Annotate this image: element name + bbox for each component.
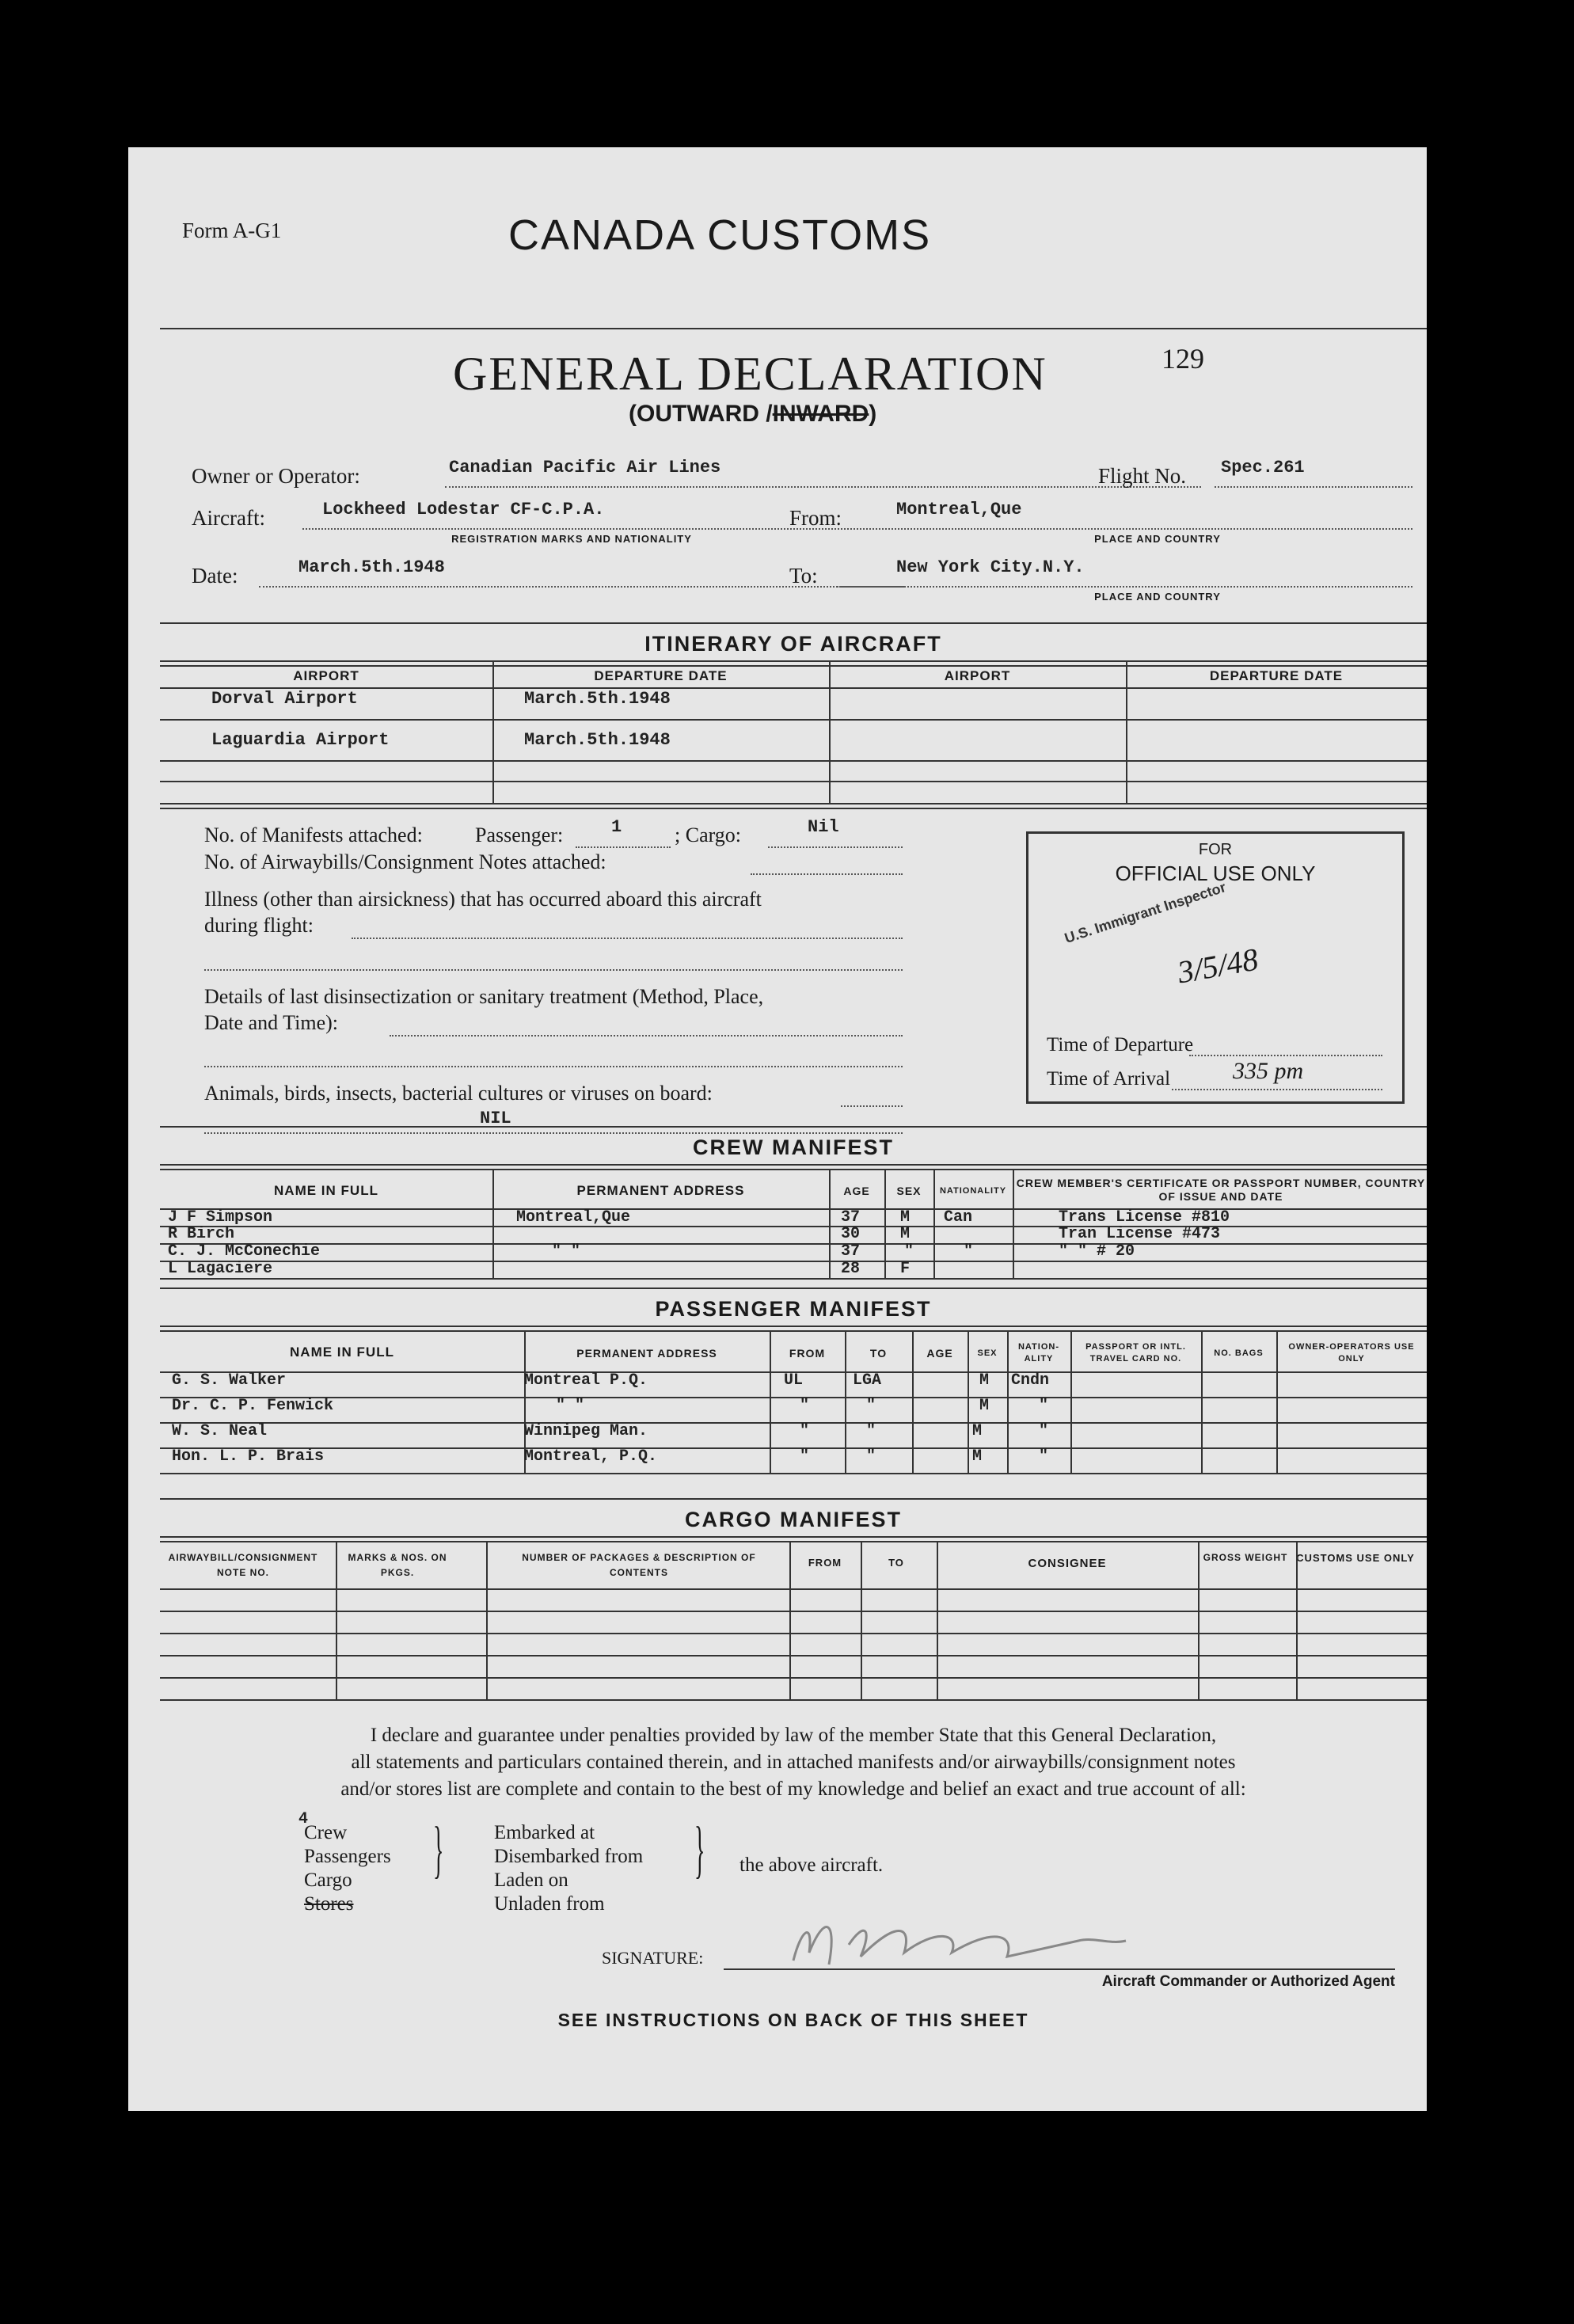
- crew-row-3-certificate: " " # 20: [1059, 1242, 1135, 1261]
- arrival-time-value: 335 pm: [1233, 1058, 1304, 1084]
- crew-row-3-age: 37: [841, 1242, 861, 1261]
- pax-col-bags: NO. BAGS: [1214, 1348, 1264, 1358]
- pax-row-3-address: Winnipeg Man.: [524, 1422, 648, 1440]
- crew-col-address: PERMANENT ADDRESS: [576, 1183, 745, 1198]
- flight-label: Flight No.: [1098, 464, 1187, 488]
- crew-row-3-nationality: ": [964, 1242, 974, 1261]
- declaration-list-b: [494, 1821, 643, 1916]
- from-label: From:: [789, 506, 842, 530]
- pax-row-1-name: G. S. Walker: [172, 1371, 287, 1390]
- instructions-note: SEE INSTRUCTIONS ON BACK OF THIS SHEET: [557, 2010, 1029, 2030]
- crew-row-1-nationality: Can: [944, 1208, 973, 1227]
- cargo-col-packages: NUMBER OF PACKAGES & DESCRIPTION OF CONTENTS: [522, 1552, 756, 1578]
- brace-1: }: [433, 1815, 444, 1885]
- pax-row-4-from: ": [800, 1447, 810, 1466]
- signature-mark: [777, 1897, 1221, 1984]
- date-value: March.5th.1948: [298, 557, 445, 577]
- crew-row-3-address: " ": [552, 1242, 581, 1261]
- animals-label: Animals, birds, insects, bacterial cultures or viruses on board:: [204, 1082, 713, 1105]
- list-a-passengers: Passengers: [304, 1846, 391, 1867]
- pax-row-4-address: Montreal, P.Q.: [524, 1447, 658, 1466]
- itinerary-row-1-date: March.5th.1948: [524, 689, 671, 709]
- crew-row-3-name: C. J. McConechie: [168, 1242, 321, 1261]
- list-b-disembarked: Disembarked from: [494, 1846, 644, 1867]
- pax-row-3-nationality: ": [1039, 1422, 1049, 1440]
- pax-row-4-name: Hon. L. P. Brais: [172, 1447, 325, 1466]
- illness-label-1: Illness (other than airsickness) that has occurred aboard this aircraft: [204, 888, 762, 911]
- owner-value: Canadian Pacific Air Lines: [449, 458, 721, 477]
- crew-row-1-age: 37: [841, 1208, 861, 1227]
- pax-row-2-from: ": [800, 1397, 810, 1415]
- pax-row-1-address: Montreal P.Q.: [524, 1371, 648, 1390]
- cargo-col-gross-weight: GROSS WEIGHT: [1203, 1552, 1288, 1563]
- pax-row-4-nationality: ": [1039, 1447, 1049, 1466]
- signature-caption: Aircraft Commander or Authorized Agent: [1101, 1973, 1395, 1990]
- list-a-stores: Stores: [304, 1893, 354, 1915]
- itinerary-col-airport-2: AIRPORT: [944, 668, 1011, 683]
- crew-row-2-age: 30: [841, 1225, 861, 1243]
- crew-row-3-sex: ": [904, 1242, 914, 1261]
- crew-row-1-address: Montreal,Que: [516, 1208, 631, 1227]
- arrival-time-label: Time of Arrival: [1047, 1068, 1171, 1090]
- to-caption: PLACE AND COUNTRY: [1094, 591, 1221, 603]
- cargo-col-airwaybill: AIRWAYBILL/CONSIGNMENT NOTE NO.: [168, 1552, 318, 1578]
- crew-row-2-certificate: Tran License #473: [1059, 1225, 1221, 1243]
- crew-col-name: NAME IN FULL: [274, 1183, 378, 1198]
- declaration-line-1: I declare and guarantee under penalties provided by law of the member State that this General Declaration,: [370, 1725, 1217, 1746]
- crew-row-4-name: L Lagaciere: [168, 1260, 273, 1278]
- pax-row-1-nationality: Cndn: [1011, 1371, 1050, 1390]
- pax-row-2-nationality: ": [1039, 1397, 1049, 1415]
- agency-title: CANADA CUSTOMS: [508, 211, 932, 259]
- document-number: 129: [1161, 343, 1204, 375]
- pax-row-4-to: ": [866, 1447, 876, 1466]
- crew-col-certificate: CREW MEMBER'S CERTIFICATE OR PASSPORT NUMBER, COUNTRY OF ISSUE AND DATE: [1016, 1177, 1426, 1203]
- pax-col-nationality: NATION-ALITY: [1017, 1342, 1059, 1364]
- pax-row-1-sex: M: [979, 1371, 990, 1390]
- crew-col-nationality: NATIONALITY: [939, 1186, 1007, 1196]
- declaration-line-2: all statements and particulars contained therein, and in attached manifests and/or airwaybills/consignment notes: [351, 1752, 1236, 1773]
- crew-col-age: AGE: [843, 1185, 870, 1197]
- cargo-col-consignee: CONSIGNEE: [1028, 1557, 1107, 1570]
- manifests-label: No. of Manifests attached:: [204, 823, 423, 846]
- pax-row-1-from: UL: [784, 1371, 804, 1390]
- brace-2: }: [694, 1815, 705, 1885]
- pax-col-address: PERMANENT ADDRESS: [576, 1347, 717, 1360]
- crew-row-1-certificate: Trans License #810: [1059, 1208, 1230, 1227]
- list-b-embarked: Embarked at: [494, 1822, 595, 1843]
- pax-col-name: NAME IN FULL: [290, 1345, 394, 1360]
- pax-row-1-to: LGA: [853, 1371, 882, 1390]
- pax-row-2-sex: M: [979, 1397, 990, 1415]
- departure-time-label: Time of Departure: [1047, 1034, 1194, 1055]
- crew-row-4-sex: F: [900, 1260, 911, 1278]
- animals-value: NIL: [480, 1109, 511, 1128]
- cargo-col-to: TO: [888, 1557, 904, 1569]
- pax-col-passport: PASSPORT OR INTL. TRAVEL CARD NO.: [1085, 1342, 1186, 1364]
- to-value: New York City.N.Y.: [896, 557, 1085, 577]
- itinerary-row-1-airport: Dorval Airport: [211, 689, 358, 709]
- passenger-manifest-title: PASSENGER MANIFEST: [655, 1297, 932, 1321]
- stamp-date: 3/5/48: [1174, 941, 1261, 991]
- itinerary-title: ITINERARY OF AIRCRAFT: [644, 632, 942, 656]
- pax-row-3-name: W. S. Neal: [172, 1422, 268, 1440]
- crew-col-sex: SEX: [896, 1185, 922, 1197]
- crew-row-2-sex: M: [900, 1225, 911, 1243]
- list-a-crew: Crew: [304, 1822, 348, 1843]
- pax-col-sex: SEX: [977, 1348, 998, 1358]
- itinerary-col-airport-1: AIRPORT: [293, 668, 359, 683]
- flight-value: Spec.261: [1221, 458, 1305, 477]
- crew-manifest-title: CREW MANIFEST: [693, 1135, 894, 1159]
- aircraft-label: Aircraft:: [192, 506, 265, 530]
- pax-row-3-from: ": [800, 1422, 810, 1440]
- disinsect-label-2: Date and Time):: [204, 1011, 338, 1034]
- official-title: OFFICIAL USE ONLY: [1115, 862, 1316, 885]
- illness-label-2: during flight:: [204, 914, 314, 937]
- to-label: To:: [789, 564, 818, 588]
- inward-label-struck: INWARD: [772, 401, 869, 427]
- disinsect-label-1: Details of last disinsectization or sanitary treatment (Method, Place,: [204, 985, 764, 1008]
- list-a-cargo: Cargo: [304, 1869, 352, 1891]
- airwaybills-label: No. of Airwaybills/Consignment Notes attached:: [204, 850, 606, 873]
- immigration-stamp: U.S. Immigrant Inspector: [1063, 879, 1228, 947]
- signature-label: SIGNATURE:: [602, 1948, 704, 1968]
- aircraft-value: Lockheed Lodestar CF-C.P.A.: [322, 500, 605, 519]
- crew-row-1-sex: M: [900, 1208, 911, 1227]
- direction-subtitle: (OUTWARD /INWARD): [629, 401, 877, 427]
- crew-row-2-name: R Birch: [168, 1225, 235, 1243]
- from-caption: PLACE AND COUNTRY: [1094, 533, 1221, 545]
- cargo-manifest-count: Nil: [808, 817, 839, 837]
- declaration-form: [128, 147, 1427, 2111]
- aircraft-caption: REGISTRATION MARKS AND NATIONALITY: [451, 533, 692, 545]
- crew-count: 4: [298, 1810, 309, 1828]
- pax-row-3-sex: M: [972, 1422, 983, 1440]
- cargo-col-customs: CUSTOMS USE ONLY: [1296, 1552, 1415, 1564]
- outward-label: (OUTWARD /: [629, 401, 773, 427]
- cargo-col-marks: MARKS & NOS. ON PKGS.: [348, 1552, 447, 1578]
- cargo-col-from: FROM: [808, 1557, 842, 1569]
- itinerary-col-date-2: DEPARTURE DATE: [1209, 668, 1344, 683]
- declaration-tail: the above aircraft.: [739, 1854, 884, 1876]
- from-value: Montreal,Que: [896, 500, 1022, 519]
- pax-row-2-name: Dr. C. P. Fenwick: [172, 1397, 334, 1415]
- crew-row-4-age: 28: [841, 1260, 861, 1278]
- declaration-line-3: and/or stores list are complete and contain to the best of my knowledge and belief an exact and true account of all:: [340, 1778, 1246, 1800]
- page-title: GENERAL DECLARATION: [453, 348, 1047, 400]
- official-for: FOR: [1198, 841, 1233, 858]
- pax-col-from: FROM: [789, 1347, 826, 1360]
- passenger-manifest-count: 1: [611, 817, 622, 837]
- cargo-manifest-label: ; Cargo:: [675, 823, 742, 846]
- crew-row-1-name: J F Simpson: [168, 1208, 273, 1227]
- itinerary-row-2-airport: Laguardia Airport: [211, 730, 390, 750]
- pax-row-2-address: " ": [556, 1397, 585, 1415]
- date-label: Date:: [192, 564, 238, 588]
- cargo-manifest-title: CARGO MANIFEST: [685, 1508, 902, 1531]
- list-b-laden: Laden on: [494, 1869, 568, 1891]
- pax-row-2-to: ": [866, 1397, 876, 1415]
- pax-col-to: TO: [869, 1347, 888, 1360]
- pax-row-4-sex: M: [972, 1447, 983, 1466]
- itinerary-row-2-date: March.5th.1948: [524, 730, 671, 750]
- pax-row-3-to: ": [866, 1422, 876, 1440]
- passenger-manifest-label: Passenger:: [475, 823, 564, 846]
- itinerary-col-date-1: DEPARTURE DATE: [594, 668, 728, 683]
- pax-col-age: AGE: [926, 1347, 953, 1360]
- pax-col-owner-operator: OWNER-OPERATORS USE ONLY: [1288, 1342, 1415, 1364]
- list-b-unladen: Unladen from: [494, 1893, 605, 1915]
- owner-label: Owner or Operator:: [192, 464, 360, 488]
- form-number: Form A-G1: [182, 219, 282, 242]
- declaration-list-a: [304, 1821, 391, 1916]
